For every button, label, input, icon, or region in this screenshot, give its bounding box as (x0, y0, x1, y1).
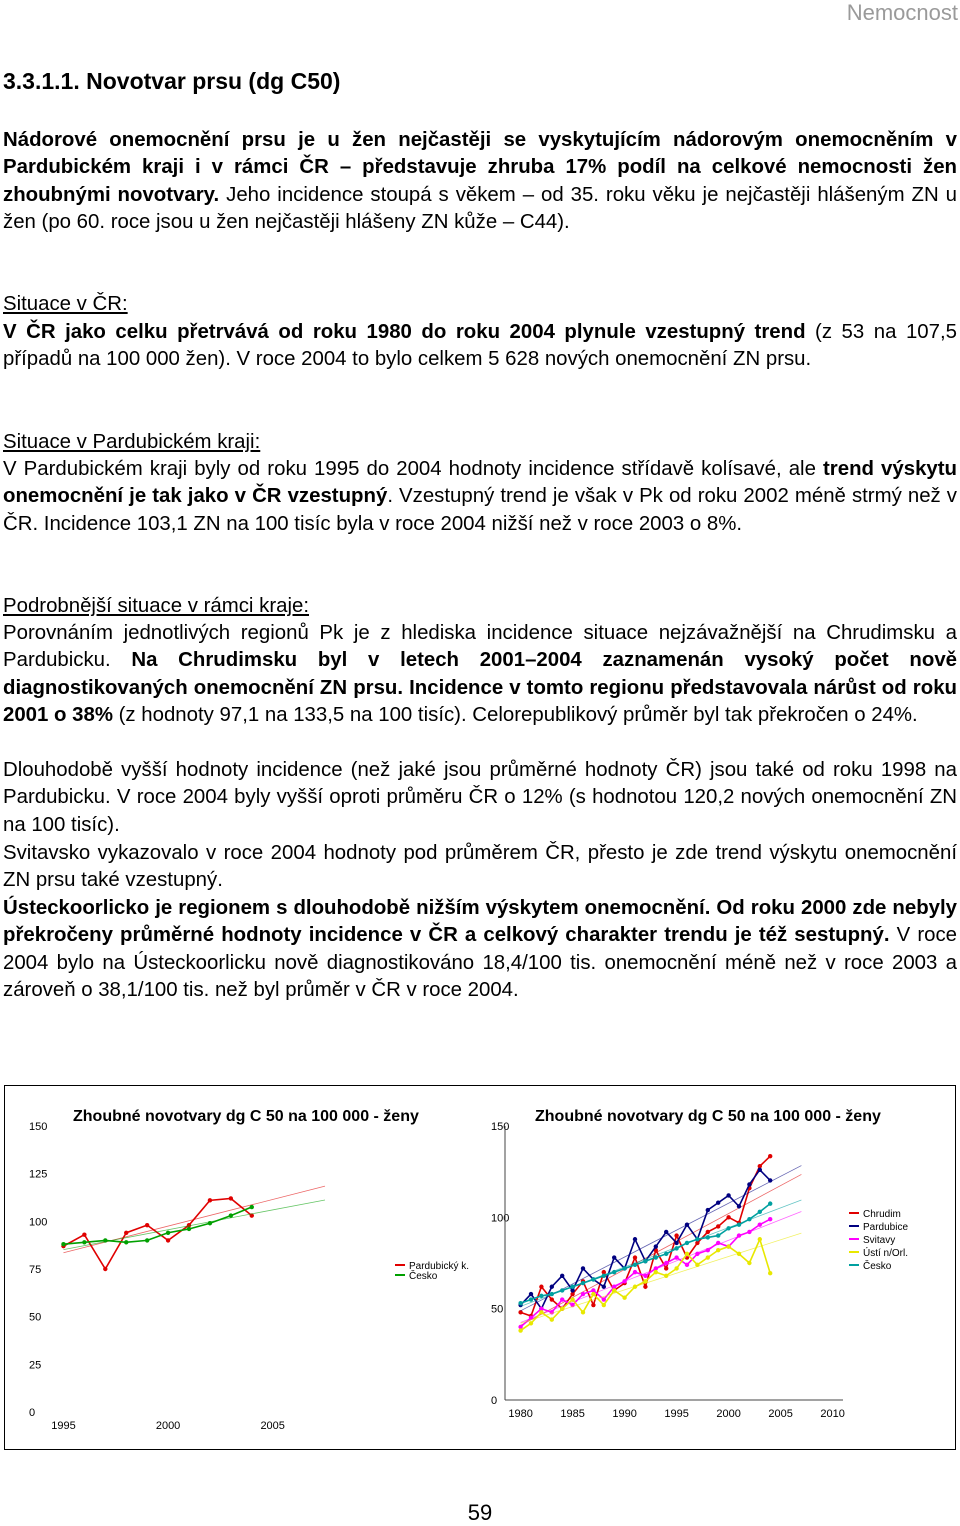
detail-p4-bold: Ústeckoorlicko je regionem s dlouhodobě nižším výskytem onemocnění. Od roku 2000 zde nebyly překročeny průměrné hodnoty incidence v ČR a celkový charakter trendu je též sestupný. (3, 897, 957, 947)
page-number: 59 (467, 1500, 493, 1525)
legend-label: Chrudim (863, 1209, 901, 1220)
x-tick-label: 2005 (260, 1420, 285, 1432)
detail-p3: Svitavsko vykazovalo v roce 2004 hodnoty pod průměrem ČR, přesto je zde trend výskytu onemocnění ZN prsu také vzestupný. (3, 842, 957, 892)
data-point (229, 1196, 233, 1200)
data-point (726, 1244, 730, 1248)
data-point (612, 1255, 616, 1259)
data-point (716, 1201, 720, 1205)
x-tick-label: 1995 (51, 1420, 76, 1432)
cr-bold: V ČR jako celku přetrvává od roku 1980 do roku 2004 plynule vzestupný trend (3, 321, 806, 343)
detail-p2-normal1: Dlouhodobě vyšší hodnoty incidence (než jaké jsou průměrné hodnoty ČR) jsou také od roku 1998 na Pardubicku. (3, 759, 957, 809)
data-point (560, 1274, 564, 1278)
detail-paragraph-1 (3, 620, 957, 730)
data-point (674, 1266, 678, 1270)
data-point (550, 1285, 554, 1289)
series-line-1 (63, 1207, 251, 1244)
data-point (674, 1241, 678, 1245)
data-point (674, 1233, 678, 1237)
data-point (737, 1204, 741, 1208)
detail-p1-normal: Porovnáním jednotlivých regionů Pk je z hlediska incidence situace nejzávažnější na Chrudimsku a Pardubicku. (3, 622, 957, 672)
y-tick-label: 0 (491, 1395, 498, 1407)
cr-heading-block (3, 291, 957, 318)
kraj-normal1: V Pardubickém kraji byly od roku 1995 do 2004 hodnoty incidence střídavě kolísavé, ale (3, 458, 823, 480)
data-point (758, 1168, 762, 1172)
data-point (664, 1230, 668, 1234)
data-point (726, 1193, 730, 1197)
series-line-0 (63, 1198, 251, 1269)
y-tick-label: 75 (29, 1264, 42, 1276)
data-point (612, 1288, 616, 1292)
y-tick-label: 25 (29, 1359, 42, 1372)
data-point (758, 1237, 762, 1241)
data-point (208, 1198, 212, 1202)
data-point (768, 1271, 772, 1275)
kraj-heading: Situace v Pardubickém kraji: (3, 431, 261, 453)
legend-label: Pardubice (863, 1222, 909, 1233)
data-point (633, 1237, 637, 1241)
data-point (539, 1285, 543, 1289)
data-point (570, 1297, 574, 1301)
data-point (768, 1201, 772, 1205)
data-point (685, 1263, 689, 1267)
legend-label: Pardubický k. (409, 1261, 470, 1272)
x-tick-label: 1990 (612, 1408, 637, 1420)
data-point (124, 1240, 128, 1244)
x-tick-label: 2000 (716, 1408, 741, 1420)
data-point (581, 1310, 585, 1314)
y-tick-label: 50 (491, 1303, 504, 1316)
x-tick-label: 1995 (664, 1408, 689, 1420)
data-point (758, 1222, 762, 1226)
cr-normal: (z 53 na 107,5 případů na 100 000 žen). V roce 2004 to bylo celkem 5 628 nových onemocnění ZN prsu. (3, 321, 957, 371)
data-point (633, 1270, 637, 1274)
chart-title: Zhoubné novotvary dg C 50 na 100 000 - ženy (535, 1108, 881, 1125)
y-tick-label: 100 (491, 1212, 510, 1225)
data-point (726, 1215, 730, 1219)
data-point (602, 1297, 606, 1301)
data-point (768, 1217, 772, 1221)
cr-paragraph (3, 319, 957, 374)
legend-label: Česko (409, 1271, 438, 1282)
detail-paragraph-2 (3, 757, 957, 839)
y-tick-label: 125 (29, 1168, 48, 1181)
data-point (664, 1252, 668, 1256)
data-point (706, 1255, 710, 1259)
data-point (539, 1310, 543, 1314)
y-tick-label: 0 (29, 1407, 36, 1419)
data-point (716, 1224, 720, 1228)
data-point (103, 1267, 107, 1271)
chart-title: Zhoubné novotvary dg C 50 na 100 000 - ženy (73, 1108, 419, 1125)
x-tick-label: 1980 (508, 1408, 533, 1420)
intro-normal: Jeho incidence stoupá s věkem – od 35. roku věku je nejčastěji hlášeným ZN u žen (po 60. roce jsou u žen nejčastěji hlášeny ZN kůže – C44). (3, 183, 957, 234)
kraj-normal2: . Vzestupný trend je však v Pk od roku 2002 méně strmý než v ČR. Incidence 103,1 ZN na 100 tisíc byla v roce 2004 nižší než v roce 2003 o 8%. (3, 485, 957, 535)
trend-line-0 (63, 1186, 325, 1253)
x-tick-label: 2010 (820, 1408, 845, 1420)
data-point (654, 1244, 658, 1248)
data-point (250, 1205, 254, 1209)
data-point (643, 1274, 647, 1278)
kraj-paragraph (3, 456, 957, 538)
trend-line-0 (521, 1174, 802, 1325)
data-point (654, 1270, 658, 1274)
detail-p1-bold: Na Chrudimsku byl v letech 2001–2004 zaznamenán vysoký počet nově diagnostikovaných onemocnění ZN prsu. Incidence v tomto regionu představovala nárůst od roku 2001 o 38% (3, 649, 957, 727)
data-point (518, 1328, 522, 1332)
detail-p4-normal: V roce 2004 bylo na Ústeckoorlicku nově diagnostikováno 18,4/100 tis. onemocnění méně než v roce 2003 a zároveň o 38,1/100 tis. než byl průměr v ČR v roce 2004. (3, 924, 957, 1002)
data-point (529, 1297, 533, 1301)
x-tick-label: 2000 (155, 1420, 181, 1432)
chart-right (483, 1086, 953, 1449)
trend-line-2 (521, 1211, 802, 1322)
data-point (166, 1231, 170, 1235)
data-point (685, 1252, 689, 1256)
data-point (518, 1301, 522, 1305)
trend-line-4 (521, 1200, 802, 1306)
trend-line-1 (63, 1200, 325, 1250)
y-tick-label: 150 (29, 1121, 48, 1133)
detail-p2-normal2: V roce 2004 byly vyšší oproti průměru ČR o 12% (s hodnotou 120,2 nových onemocnění ZN na 100 tisíc). (3, 786, 957, 836)
data-point (706, 1230, 710, 1234)
data-point (529, 1292, 533, 1296)
intro-paragraph (3, 127, 957, 237)
data-point (716, 1248, 720, 1252)
data-point (591, 1303, 595, 1307)
data-point (633, 1255, 637, 1259)
legend-label: Svitavy (863, 1235, 896, 1246)
detail-heading: Podrobnější situace v rámci kraje: (3, 595, 309, 617)
y-tick-label: 100 (29, 1216, 48, 1229)
data-point (747, 1182, 751, 1186)
detail-paragraph-4 (3, 895, 957, 1005)
data-point (674, 1255, 678, 1259)
data-point (581, 1266, 585, 1270)
data-point (145, 1238, 149, 1242)
charts-frame (4, 1085, 956, 1450)
data-point (82, 1232, 86, 1236)
data-point (539, 1294, 543, 1298)
legend-label: Česko (863, 1261, 892, 1272)
data-point (622, 1296, 626, 1300)
data-point (529, 1321, 533, 1325)
kraj-heading-block (3, 429, 957, 456)
data-point (124, 1231, 128, 1235)
chart-left (5, 1086, 475, 1449)
detail-p1-normal2: (z hodnoty 97,1 na 133,5 na 100 tisíc). Celorepublikový průměr byl tak překročen o 24%. (112, 704, 918, 727)
data-point (602, 1303, 606, 1307)
y-tick-label: 150 (491, 1121, 510, 1133)
data-point (581, 1292, 585, 1296)
kraj-bold: trend výskytu onemocnění je tak jako v ČR vzestupný (3, 458, 958, 508)
x-tick-label: 2005 (768, 1408, 793, 1420)
section-title: 3.3.1.1. Novotvar prsu (dg C50) (3, 68, 341, 94)
running-header: Nemocnost (846, 0, 958, 25)
data-point (591, 1292, 595, 1296)
data-point (643, 1285, 647, 1289)
data-point (550, 1297, 554, 1301)
cr-heading: Situace v ČR: (3, 293, 128, 315)
trend-line-3 (521, 1233, 802, 1323)
data-point (747, 1261, 751, 1265)
detail-paragraph-3 (3, 840, 957, 895)
data-point (550, 1317, 554, 1321)
data-point (560, 1297, 564, 1301)
intro-bold: Nádorové onemocnění prsu je u žen nejčastěji se vyskytujícím nádorovým onemocněním v Pardubickém kraji i v rámci ČR – představuje zhruba 17% podíl na celkové nemocnosti žen zhoubnými novotvary. (3, 129, 957, 206)
data-point (602, 1285, 606, 1289)
data-point (716, 1233, 720, 1237)
detail-heading-block (3, 593, 957, 620)
data-point (768, 1154, 772, 1158)
data-point (145, 1223, 149, 1227)
y-tick-label: 50 (29, 1311, 42, 1324)
data-point (82, 1240, 86, 1244)
data-point (166, 1238, 170, 1242)
data-point (706, 1208, 710, 1212)
data-point (187, 1227, 191, 1231)
data-point (61, 1242, 65, 1246)
data-point (758, 1210, 762, 1214)
data-point (664, 1266, 668, 1270)
x-tick-label: 1985 (560, 1408, 585, 1420)
legend-label: Ústí n/Orl. (863, 1248, 909, 1259)
